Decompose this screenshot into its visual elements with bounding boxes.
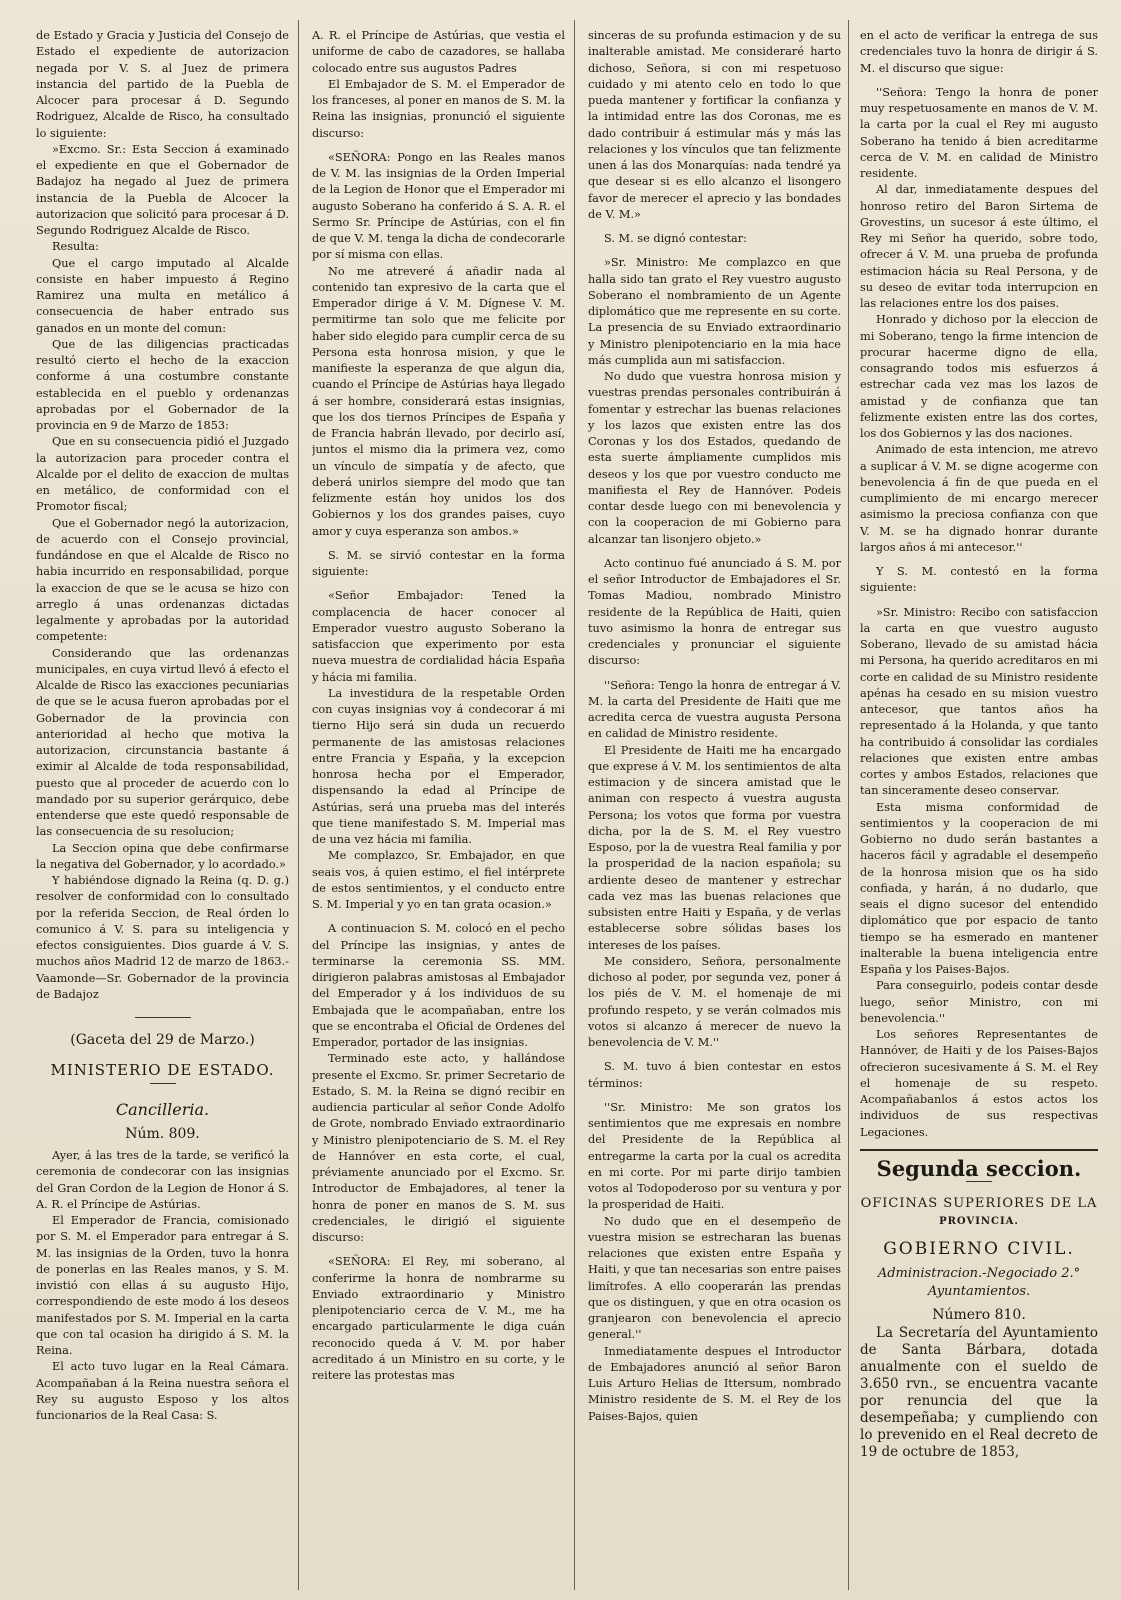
paragraph: Que el Gobernador negó la autorizacion, de acuerdo con el Consejo provincial, fundándose en que el Alcalde de Risco no habia incurrido en responsabilidad, porque la exaccion de que se le acusa se hizo con arreglo á unas ordenanzas dictadas legalmente y aprobadas por la autoridad competente:: [36, 516, 289, 644]
speech-paragraph: Esta misma conformidad de sentimientos y la cooperacion de mi Gobierno no dudo serán bastantes a haceros fácil y agradable el desempeño de la honrosa mision que os ha sido confiada, y harán, á no dudarlo, que seais el digno sucesor del entendido diplomático que por espacio de tanto tiempo se ha esmerado en mantener inalterable la buena inteligencia entre España y los Paises-Bajos.: [860, 800, 1098, 976]
paragraph: Acto continuo fué anunciado á S. M. por el señor Introductor de Embajadores el Sr. Tomas Madiou, nombrado Ministro residente de la República de Haiti, quien tuvo asimismo la honra de entregar sus credenciales y pronunciar el siguiente discurso:: [588, 556, 841, 668]
speech-paragraph: No dudo que en el desempeño de vuestra mision se estrecharan las buenas relaciones que existen entre España y Haiti, y que tan necesarias son entre paises limítrofes. A ello cooperarán las prendas que os distinguen, y que en otra ocasion os granjearon con benevolencia el aprecio general.'': [588, 1214, 841, 1342]
paragraph: Que de las diligencias practicadas resultó cierto el hecho de la exaccion conforme á una costumbre constante establecida en el pueblo y ordenanzas aprobadas por el Gobernador de la provincia en 9 de Marzo de 1853:: [36, 337, 289, 432]
item-number: Núm. 809.: [125, 1125, 200, 1142]
paragraph: S. M. tuvo á bien contestar en estos términos:: [588, 1060, 841, 1090]
column-4: [860, 28, 1098, 1593]
column-rule: [848, 20, 849, 1590]
column-3: [588, 28, 841, 1593]
paragraph: Y habiéndose dignado la Reina (q. D. g.) resolver de conformidad con lo consultado por la referida Seccion, de Real órden lo comunico á V. S. para su inteligencia y efectos consiguientes. Dios guarde á V. S. muchos años Madrid 12 de marzo de 1863.- Vaamonde—Sr. Gobernador de la provincia de Badajoz: [36, 874, 289, 1001]
speech-paragraph: »Sr. Ministro: Recibo con satisfaccion la carta en que vuestro augusto Soberano, llevado de su amistad hácia mi Persona, ha querido acreditaros en mi corte en calidad de su Ministro residente apénas ha cesado en su mision vuestro antecesor, que tantos años ha representado á la Holanda, y que tanto ha contribuido á consolidar las cordiales relaciones que existen entre ambas cortes y ambos Estados, relaciones que tan sinceramente deseo conservar.: [860, 605, 1098, 798]
office-heading: OFICINAS SUPERIORES DE LA: [860, 1196, 1098, 1211]
paragraph: El Embajador de S. M. el Emperador de los franceses, al poner en manos de S. M. la Reina las insignias, pronunció el siguiente discurso:: [312, 77, 565, 140]
speech-paragraph: La investidura de la respetable Orden con cuyas insignias voy á condecorar á mi tierno Hijo será sin duda un recuerdo permanente de las amistosas relaciones entre Francia y España, y la excepcion honrosa hecha por el Emperador, dispensando la edad al Príncipe de Astúrias, será una prueba mas del interés que tiene manifestado S. M. Imperial mas de una vez hácia mi familia.: [312, 686, 565, 846]
column-1: [36, 28, 289, 1593]
paragraph: El acto tuvo lugar en la Real Cámara. Acompañaban á la Reina nuestra señora el Rey su augusto Esposo y los altos funcionarios de la Real Casa: S.: [36, 1360, 289, 1422]
section-heading: MINISTERIO DE ESTADO.: [50, 1061, 275, 1080]
paragraph: Los señores Representantes de Hannóver, de Haiti y de los Paises-Bajos ofrecieron sucesivamente á S. M. el Rey el homenaje de su respeto. Acompañabanlos á estos actos los individuos de sus respectivas Legaciones.: [860, 1028, 1098, 1139]
office-subheading: PROVINCIA.: [939, 1216, 1019, 1228]
paragraph: Y S. M. contestó en la forma siguiente:: [860, 565, 1098, 595]
paragraph: La Seccion opina que debe confirmarse la negativa del Gobernador, y lo acordado.»: [36, 841, 289, 871]
separator: [135, 1017, 191, 1018]
paragraph: Considerando que las ordenanzas municipales, en cuya virtud llevó á efecto el Alcalde de Risco las exacciones pecuniarias de que se le acusa fueron aprobadas por el Gobernador de la provincia con anterioridad al hecho que motiva la autorizacion, circunstancia bastante á eximir al Alcalde de toda responsabilidad, puesto que al proceder de acuerdo con lo mandado por su superior gerárquico, debe entenderse que este quedó responsable de las consecuencia de su resolucion;: [36, 646, 289, 839]
paragraph: »Excmo. Sr.: Esta Seccion á examinado el expediente en que el Gobernador de Badajoz ha negado al Juez de primera instancia de la Puebla de Alcocer la autorizacion que solicitó para procesar á D. Segundo Rodriguez Alcalde de Risco.: [36, 142, 289, 237]
subsection-heading: Cancilleria.: [115, 1099, 210, 1119]
paragraph: S. M. se sirvió contestar en la forma siguiente:: [312, 548, 565, 578]
speech-paragraph: ''Señora: Tengo la honra de poner muy respetuosamente en manos de V. M. la carta por la cual el Rey mi augusto Soberano ha tenido á bien acreditarme cerca de V. M. en calidad de Ministro residente.: [860, 85, 1098, 180]
speech-paragraph: «SEÑORA: El Rey, mi soberano, al conferirme la honra de nombrarme su Enviado extraordinario y Ministro plenipotenciario cerca de V. M., me ha encargado particularmente le diga cuán reconocido queda á V. M. por haber acreditado á un Ministro en su corte, y le reitere las protestas mas: [312, 1255, 565, 1382]
paragraph: de Estado y Gracia y Justicia del Consejo de Estado el expediente de autorizacion negada por V. S. al Juez de primera instancia del partido de la Puebla de Alcocer para procesar á D. Segundo Rodriguez, Alcalde de Risco, ha consultado lo siguiente:: [36, 29, 289, 140]
paragraph: Ayer, á las tres de la tarde, se verificó la ceremonia de condecorar con las insignias del Gran Cordon de la Legion de Honor á S. A. R. el Príncipe de Astúrias.: [36, 1149, 289, 1211]
section-heading: Segunda seccion.: [876, 1155, 1082, 1181]
paragraph: La Secretaría del Ayuntamiento de Santa Bárbara, dotada anualmente con el sueldo de 3.650 rvn., se encuentra vacante por renuncia del que la desempeñaba; y cumpliendo con lo prevenido en el Real decreto de 19 de octubre de 1853,: [860, 1325, 1098, 1460]
item-number: Número 810.: [932, 1306, 1026, 1323]
source-note: (Gaceta del 29 de Marzo.): [70, 1032, 255, 1048]
paragraph: S. M. se dignó contestar:: [604, 232, 747, 245]
column-2: [312, 28, 565, 1593]
paragraph: Que en su consecuencia pidió el Juzgado la autorizacion para proceder contra el Alcalde por el delito de exaccion de multas en metálico, de conformidad con el Promotor fiscal;: [36, 435, 289, 514]
speech-paragraph: Me considero, Señora, personalmente dichoso al poder, por segunda vez, poner á los piés de V. M. el homenaje de mi profundo respeto, y se verán colmados mis votos si alcanzo á merecer de nuevo la benevolencia de V. M.'': [588, 954, 841, 1049]
paragraph: en el acto de verificar la entrega de sus credenciales tuvo la honra de dirigir á S. M. el discurso que sigue:: [860, 29, 1098, 75]
speech-paragraph: Honrado y dichoso por la eleccion de mi Soberano, tengo la firme intencion de procurar hacerme digno de ella, consagrando todos mis esfuerzos á estrechar cada vez mas los lazos de amistad y de confianza que tan felizmente existen entre las dos cortes, los dos Gobiernos y las dos naciones.: [860, 313, 1098, 440]
office-title: GOBIERNO CIVIL.: [883, 1238, 1075, 1259]
speech-paragraph: «SEÑORA: Pongo en las Reales manos de V. M. las insignias de la Orden Imperial de la Legion de Honor que el Emperador mi augusto Soberano ha conferido á S. A. R. el Sermo Sr. Príncipe de Astúrias, con el fin de que V. M. tenga la dicha de condecorarle por sí misma con ellas.: [312, 150, 565, 262]
column-rule: [298, 20, 299, 1590]
speech-paragraph: No dudo que vuestra honrosa mision y vuestras prendas personales contribuirán á fomentar y estrechar las buenas relaciones y los lazos que existen entre las dos Coronas y los dos Estados, quedando de esta suerte ámpliamente cumplidos mis deseos y los que por vuestro conducto me manifiesta el Rey de Hannóver. Podeis contar desde luego con mi benevolencia y con la cooperacion de mi Gobierno para alcanzar tan lisonjero objeto.»: [588, 370, 841, 546]
paragraph: A. R. el Príncipe de Astúrias, que vestia el uniforme de cabo de cazadores, se hallaba colocado entre sus augustos Padres: [312, 29, 565, 75]
separator: [150, 1083, 176, 1084]
speech-paragraph: Al dar, inmediatamente despues del honroso retiro del Baron Sirtema de Grovestins, un sucesor á este último, el Rey mi Señor ha querido, sobre todo, ofrecer á V. M. una prueba de profunda estimacion hácia su Real Persona, y de su deseo de evitar toda interrupcion en las relaciones entre los dos paises.: [860, 183, 1098, 310]
speech-paragraph: No me atreveré á añadir nada al contenido tan expresivo de la carta que el Emperador dirige á V. M. Dígnese V. M. permitirme tan solo que me felicite por haber sido elegido para cumplir cerca de su Persona esta honrosa mision, y que le manifieste la esperanza de que algun dia, cuando el Príncipe de Astúrias haya llegado á ser hombre, considerará estas insignias, que los dos tiernos Príncipes de España y de Francia habrán llevado, por decirlo así, juntos el mismo dia la primera vez, como un vínculo de simpatía y de afecto, que deberá unirlos siempre del modo que tan felizmente están hoy unidos los dos Gobiernos y los dos grandes paises, cuyo amor y cuya esperanza son ambos.»: [312, 264, 565, 538]
paragraph: Que el cargo imputado al Alcalde consiste en haber impuesto á Regino Ramirez una multa en metálico á consecuencia de haber entrado sus ganados en un monte del comun:: [36, 256, 289, 335]
speech-paragraph: Para conseguirlo, podeis contar desde luego, señor Ministro, con mi benevolencia.'': [860, 979, 1098, 1025]
speech-paragraph: Animado de esta intencion, me atrevo a suplicar á V. M. se digne acogerme con benevolencia á fin de que pueda en el cumplimiento de mi encargo merecer asimismo la preciosa confianza con que V. M. se ha dignado honrar durante largos años á mi antecesor.'': [860, 443, 1098, 554]
speech-paragraph: ''Señora: Tengo la honra de entregar á V. M. la carta del Presidente de Haiti que me acredita cerca de vuestra augusta Persona en calidad de Ministro residente.: [588, 678, 841, 741]
column-rule: [574, 20, 575, 1590]
speech-paragraph: «Señor Embajador: Tened la complacencia de hacer conocer al Emperador vuestro augusto Soberano la satisfaccion que experimento por esta nueva muestra de cordialidad hácia España y hácia mi familia.: [312, 589, 565, 684]
paragraph: A continuacion S. M. colocó en el pecho del Príncipe las insignias, y antes de terminarse la ceremonia SS. MM. dirigieron palabras amistosas al Embajador del Emperador y á los individuos de su Embajada que le acompañaban, entre los que se encontraba el Oficial de Ordenes del Emperador, portador de las insignias.: [312, 922, 565, 1049]
paragraph: Terminado este acto, y hallándose presente el Excmo. Sr. primer Secretario de Estado, S. M. la Reina se dignó recibir en audiencia particular al señor Conde Adolfo de Grote, nombrado Enviado extraordinario y Ministro plenipotenciario de S. M. el Rey de Hannóver en esta corte, el cual, préviamente anunciado por el Excmo. Sr. Introductor de Embajadores, al tener la honra de poner en manos de S. M. sus credenciales, le dirigió el siguiente discurso:: [312, 1052, 565, 1244]
section-rule: [860, 1149, 1098, 1151]
department-label: Administracion.-Negociado 2.° Ayuntamientos.: [877, 1265, 1081, 1299]
paragraph: El Emperador de Francia, comisionado por S. M. el Emperador para entregar á S. M. las insignias de la Orden, tuvo la honra de ponerlas en las Reales manos, y S. M. invistió con ellas á su augusto Hijo, correspondiendo de este modo á los deseos manifestados por S. M. Imperial en la carta que con tal ocasion ha dirigido á S. M. la Reina.: [36, 1214, 289, 1357]
speech-paragraph: »Sr. Ministro: Me complazco en que halla sido tan grato el Rey vuestro augusto Soberano el nombramiento de un Agente diplomático que me represente en su corte. La presencia de su Enviado extraordinario y Ministro plenipotenciario en la mia hace más cumplida aun mi satisfaccion.: [588, 256, 841, 367]
separator: [966, 1181, 992, 1182]
paragraph: Resulta:: [52, 240, 99, 254]
speech-paragraph: El Presidente de Haiti me ha encargado que exprese á V. M. los sentimientos de alta estimacion y de sincera amistad que le animan con respecto á vuestra augusta Persona; los votos que forma por vuestra dicha, por la de S. M. el Rey vuestro Esposo, por la de vuestra Real familia y por la prosperidad de la nacion española; su ardiente deseo de mantener y estrechar cada vez mas las buenas relaciones que subsisten entre Haiti y España, y de verlas establecerse sobre sólidas bases los intereses de los países.: [588, 743, 841, 952]
paragraph: Inmediatamente despues el Introductor de Embajadores anunció al señor Baron Luis Arturo Helias de Ittersum, nombrado Ministro residente de S. M. el Rey de los Paises-Bajos, quien: [588, 1344, 841, 1423]
speech-paragraph: ''Sr. Ministro: Me son gratos los sentimientos que me expresais en nombre del Presidente de la República al entregarme la carta por la cual os acredita en mi corte. Por mi parte dirijo tambien votos al Todopoderoso por su ventura y por la prosperidad de Haiti.: [588, 1100, 841, 1212]
speech-paragraph: Me complazco, Sr. Embajador, en que seais vos, á quien estimo, el fiel intérprete de estos sentimientos, y el conducto entre S. M. Imperial y yo en tan grata ocasion.»: [312, 849, 565, 911]
paragraph: sinceras de su profunda estimacion y de su inalterable amistad. Me consideraré harto dichoso, Señora, si con mi respetuoso cuidado y mi atento celo en todo lo que pueda mantener y fortificar la confianza y la intimidad entre las dos Coronas, me es dado contribuir á estimular más y más las relaciones y los vínculos que tan felizmente unen á las dos Monarquías: nada tendré ya que desear si es ello alcanzo el lisongero favor de merecer el aprecio y las bondades de V. M.»: [588, 29, 841, 221]
